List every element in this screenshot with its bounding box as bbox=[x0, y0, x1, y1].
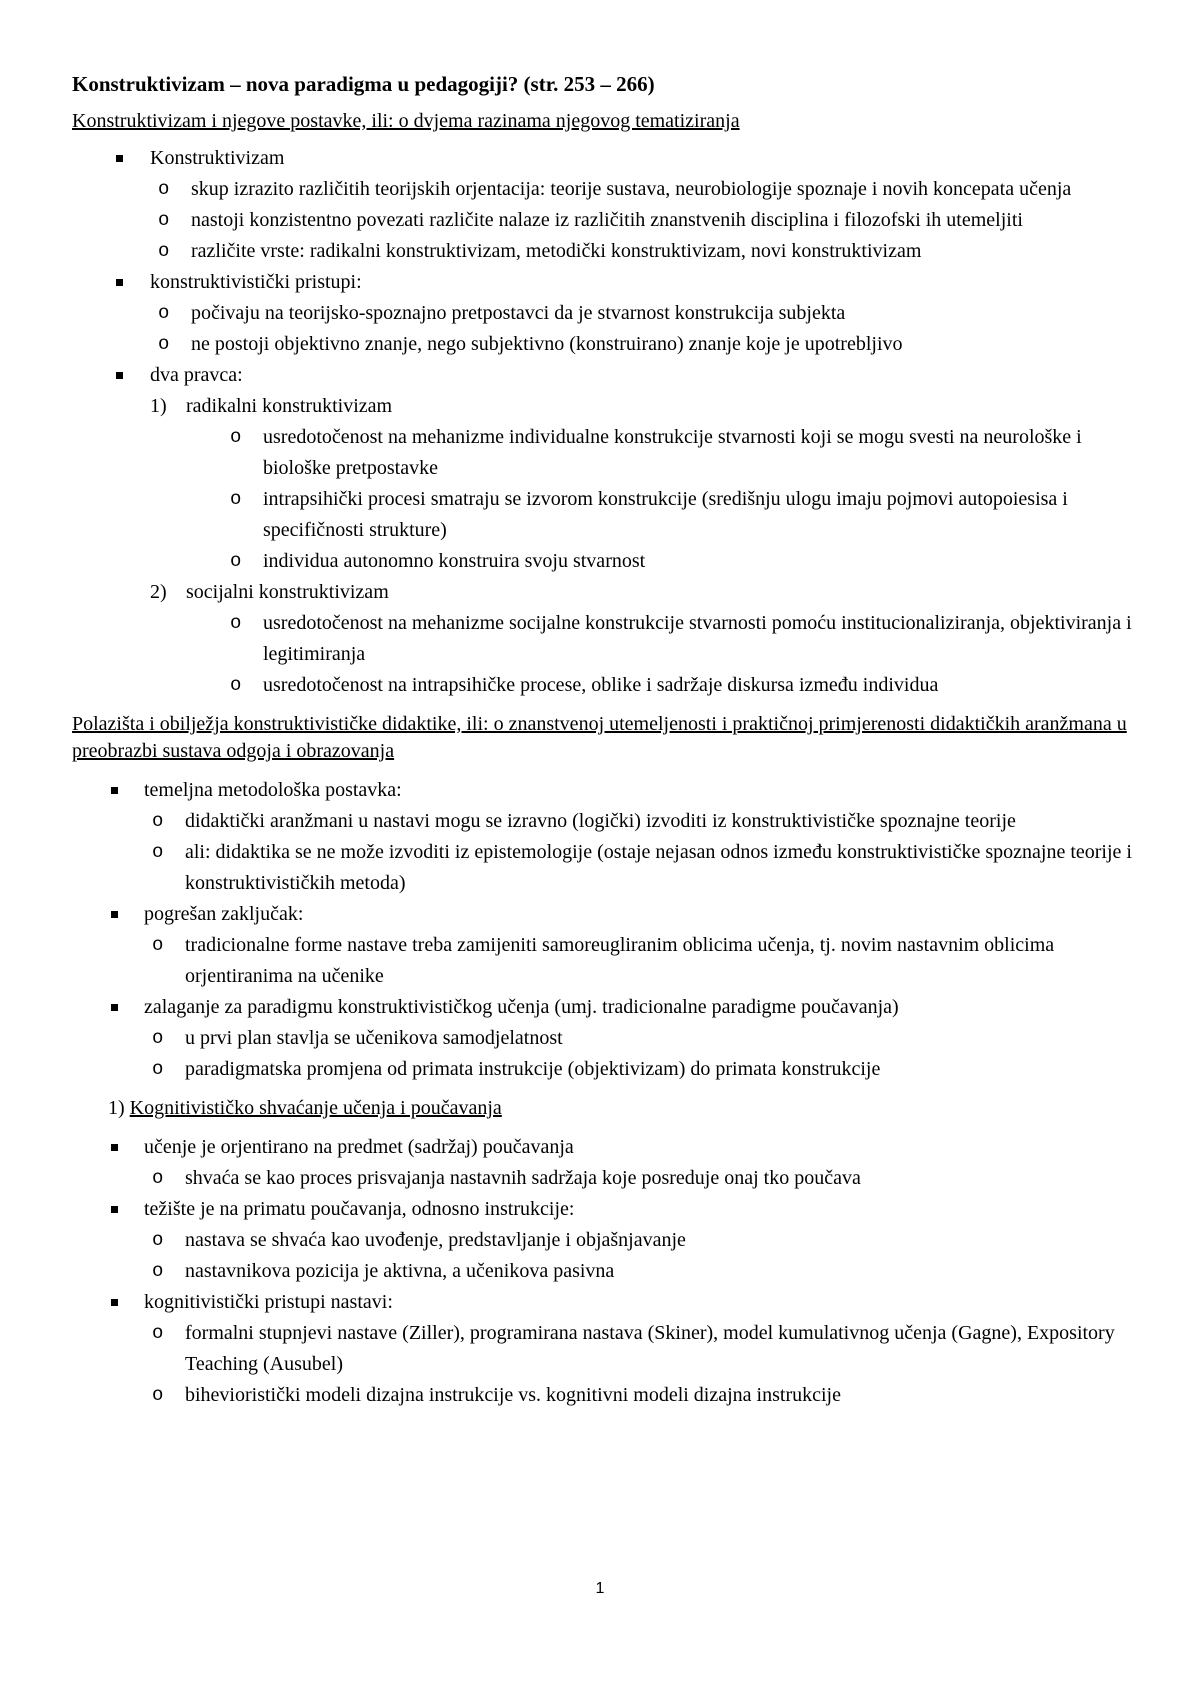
subsection-number: 1) bbox=[108, 1097, 125, 1119]
list-item-text: pogrešan zaključak: bbox=[144, 903, 304, 925]
sub-list-item-text: didaktički aranžmani u nastavi mogu se izravno (logički) izvoditi iz konstruktivističke spoznajne teorije bbox=[185, 810, 1016, 832]
numbered-item bbox=[150, 577, 1132, 701]
circle-bullet-icon: o bbox=[158, 240, 170, 262]
sub-list-item bbox=[144, 1054, 1132, 1085]
circle-bullet-icon: o bbox=[230, 674, 242, 696]
sub-list-item bbox=[144, 930, 1132, 992]
bullet-list bbox=[72, 143, 1132, 701]
sub-list-item bbox=[150, 174, 1132, 205]
list-item-text: temeljna metodološka postavka: bbox=[144, 779, 402, 801]
sub-bullet-list bbox=[222, 422, 1132, 577]
sub-list-item bbox=[150, 329, 1132, 360]
subsection-heading bbox=[108, 1095, 1132, 1122]
sub-list-item-text: nastavnikova pozicija je aktivna, a učenikova pasivna bbox=[185, 1260, 615, 1282]
square-bullet-icon bbox=[116, 279, 123, 286]
sub-list-item-text: nastava se shvaća kao uvođenje, predstavljanje i objašnjavanje bbox=[185, 1229, 686, 1251]
sub-list-item-text: usredotočenost na intrapsihičke procese, oblike i sadržaje diskursa između individua bbox=[263, 674, 939, 696]
circle-bullet-icon: o bbox=[152, 934, 164, 956]
sub-list-item-text: različite vrste: radikalni konstruktivizam, metodički konstruktivizam, novi konstruktivizam bbox=[191, 240, 922, 262]
sub-list-item-text: skup izrazito različitih teorijskih orjentacija: teorije sustava, neurobiologije spoznaje i novih koncepata učenja bbox=[191, 178, 1072, 200]
sub-bullet-list bbox=[144, 1163, 1132, 1194]
sub-list-item bbox=[222, 484, 1132, 546]
list-item bbox=[72, 267, 1132, 360]
numbered-item bbox=[150, 391, 1132, 577]
sub-list-item bbox=[144, 1380, 1132, 1411]
circle-bullet-icon: o bbox=[230, 550, 242, 572]
circle-bullet-icon: o bbox=[152, 810, 164, 832]
bullet-list bbox=[72, 775, 1132, 1085]
list-item bbox=[72, 360, 1132, 701]
square-bullet-icon bbox=[111, 1206, 118, 1213]
sub-list-item bbox=[222, 670, 1132, 701]
square-bullet-icon bbox=[116, 155, 123, 162]
sub-list-item bbox=[150, 205, 1132, 236]
sub-list-item-text: ali: didaktika se ne može izvoditi iz epistemologije (ostaje nejasan odnos između konstruktivističke spoznajne teorije i konstruktivističkih metoda) bbox=[185, 841, 1132, 894]
list-item bbox=[72, 1132, 1132, 1194]
list-item-text: učenje je orjentirano na predmet (sadržaj) poučavanja bbox=[144, 1136, 574, 1158]
sub-list-item-text: intrapsihički procesi smatraju se izvorom konstrukcije (središnju ulogu imaju pojmovi autopoiesisa i specifičnosti strukture) bbox=[263, 488, 1068, 541]
sub-list-item-text: počivaju na teorijsko-spoznajno pretpostavci da je stvarnost konstrukcija subjekta bbox=[191, 302, 846, 324]
sub-list-item bbox=[144, 806, 1132, 837]
sub-bullet-list bbox=[150, 298, 1132, 360]
circle-bullet-icon: o bbox=[230, 426, 242, 448]
list-item-text: kognitivistički pristupi nastavi: bbox=[144, 1291, 393, 1313]
subsection-title: Kognitivističko shvaćanje učenja i poučavanja bbox=[129, 1097, 502, 1119]
sub-list-item bbox=[144, 1225, 1132, 1256]
sub-list-item bbox=[150, 236, 1132, 267]
sub-bullet-list bbox=[144, 1023, 1132, 1085]
circle-bullet-icon: o bbox=[230, 612, 242, 634]
sub-list-item bbox=[222, 422, 1132, 484]
circle-bullet-icon: o bbox=[152, 1384, 164, 1406]
list-item bbox=[72, 899, 1132, 992]
sub-bullet-list bbox=[144, 1318, 1132, 1411]
sub-list-item bbox=[150, 298, 1132, 329]
numbered-list bbox=[150, 391, 1132, 701]
page-number: 1 bbox=[595, 1580, 605, 1597]
circle-bullet-icon: o bbox=[152, 1027, 164, 1049]
list-item bbox=[72, 143, 1132, 267]
square-bullet-icon bbox=[116, 372, 123, 379]
sub-list-item bbox=[144, 1023, 1132, 1054]
sub-list-item-text: formalni stupnjevi nastave (Ziller), programirana nastava (Skiner), model kumulativnog učenja (Gagne), Expository Teaching (Ausubel) bbox=[185, 1322, 1115, 1375]
circle-bullet-icon: o bbox=[152, 1260, 164, 1282]
sub-list-item bbox=[144, 1163, 1132, 1194]
sub-list-item-text: shvaća se kao proces prisvajanja nastavnih sadržaja koje posreduje onaj tko poučava bbox=[185, 1167, 861, 1189]
numbered-item-text: radikalni konstruktivizam bbox=[186, 395, 393, 417]
sub-list-item bbox=[144, 1256, 1132, 1287]
sub-list-item-text: u prvi plan stavlja se učenikova samodjelatnost bbox=[185, 1027, 563, 1049]
list-item bbox=[72, 1287, 1132, 1411]
circle-bullet-icon: o bbox=[158, 333, 170, 355]
square-bullet-icon bbox=[111, 787, 118, 794]
sub-list-item bbox=[144, 1318, 1132, 1380]
circle-bullet-icon: o bbox=[152, 1058, 164, 1080]
square-bullet-icon bbox=[111, 911, 118, 918]
sub-list-item-text: bihevioristički modeli dizajna instrukcije vs. kognitivni modeli dizajna instrukcije bbox=[185, 1384, 841, 1406]
sub-bullet-list bbox=[144, 1225, 1132, 1287]
sub-list-item-text: paradigmatska promjena od primata instrukcije (objektivizam) do primata konstrukcije bbox=[185, 1058, 881, 1080]
document-title: Konstruktivizam – nova paradigma u pedagogiji? (str. 253 – 266) bbox=[72, 72, 655, 96]
sub-list-item-text: individua autonomno konstruira svoju stvarnost bbox=[263, 550, 646, 572]
sub-list-item-text: usredotočenost na mehanizme individualne konstrukcije stvarnosti koji se mogu svesti na neurološke i biološke pretpostavke bbox=[263, 426, 1082, 479]
circle-bullet-icon: o bbox=[152, 1167, 164, 1189]
bullet-list bbox=[72, 1132, 1132, 1411]
item-number: 2) bbox=[150, 581, 167, 603]
list-item bbox=[72, 1194, 1132, 1287]
document-page bbox=[72, 70, 1132, 1411]
sub-list-item-text: nastoji konzistentno povezati različite nalaze iz različitih znanstvenih disciplina i filozofski ih utemeljiti bbox=[191, 209, 1023, 231]
sub-list-item bbox=[222, 546, 1132, 577]
list-item bbox=[72, 992, 1132, 1085]
list-item bbox=[72, 775, 1132, 899]
sub-bullet-list bbox=[222, 608, 1132, 701]
circle-bullet-icon: o bbox=[152, 1229, 164, 1251]
sub-bullet-list bbox=[144, 930, 1132, 992]
numbered-item-text: socijalni konstruktivizam bbox=[186, 581, 389, 603]
square-bullet-icon bbox=[111, 1144, 118, 1151]
section-heading: Polazišta i obilježja konstruktivističke didaktike, ili: o znanstvenoj utemeljenosti i praktičnoj primjerenosti didaktičkih aranžmana u preobrazbi sustava odgoja i obrazovanja bbox=[72, 713, 1127, 762]
sub-list-item bbox=[222, 608, 1132, 670]
circle-bullet-icon: o bbox=[152, 1322, 164, 1344]
square-bullet-icon bbox=[111, 1004, 118, 1011]
sub-bullet-list bbox=[150, 174, 1132, 267]
sub-list-item-text: ne postoji objektivno znanje, nego subjektivno (konstruirano) znanje koje je upotrebljivo bbox=[191, 333, 903, 355]
circle-bullet-icon: o bbox=[230, 488, 242, 510]
list-item-text: dva pravca: bbox=[150, 364, 243, 386]
sub-list-item-text: usredotočenost na mehanizme socijalne konstrukcije stvarnosti pomoću institucionaliziranja, objektiviranja i legitimiranja bbox=[263, 612, 1132, 665]
list-item-text: težište je na primatu poučavanja, odnosno instrukcije: bbox=[144, 1198, 575, 1220]
list-item-text: zalaganje za paradigmu konstruktivističkog učenja (umj. tradicionalne paradigme poučavanja) bbox=[144, 996, 899, 1018]
sub-list-item-text: tradicionalne forme nastave treba zamijeniti samoreugliranim oblicima učenja, tj. novim nastavnim oblicima orjentiranima na učenike bbox=[185, 934, 1055, 987]
square-bullet-icon bbox=[111, 1299, 118, 1306]
list-item-text: Konstruktivizam bbox=[150, 147, 285, 169]
circle-bullet-icon: o bbox=[158, 209, 170, 231]
circle-bullet-icon: o bbox=[158, 302, 170, 324]
item-number: 1) bbox=[150, 395, 167, 417]
section-heading: Konstruktivizam i njegove postavke, ili: o dvjema razinama njegovog tematiziranja bbox=[72, 110, 740, 132]
circle-bullet-icon: o bbox=[158, 178, 170, 200]
circle-bullet-icon: o bbox=[152, 841, 164, 863]
list-item-text: konstruktivistički pristupi: bbox=[150, 271, 362, 293]
sub-list-item bbox=[144, 837, 1132, 899]
sub-bullet-list bbox=[144, 806, 1132, 899]
